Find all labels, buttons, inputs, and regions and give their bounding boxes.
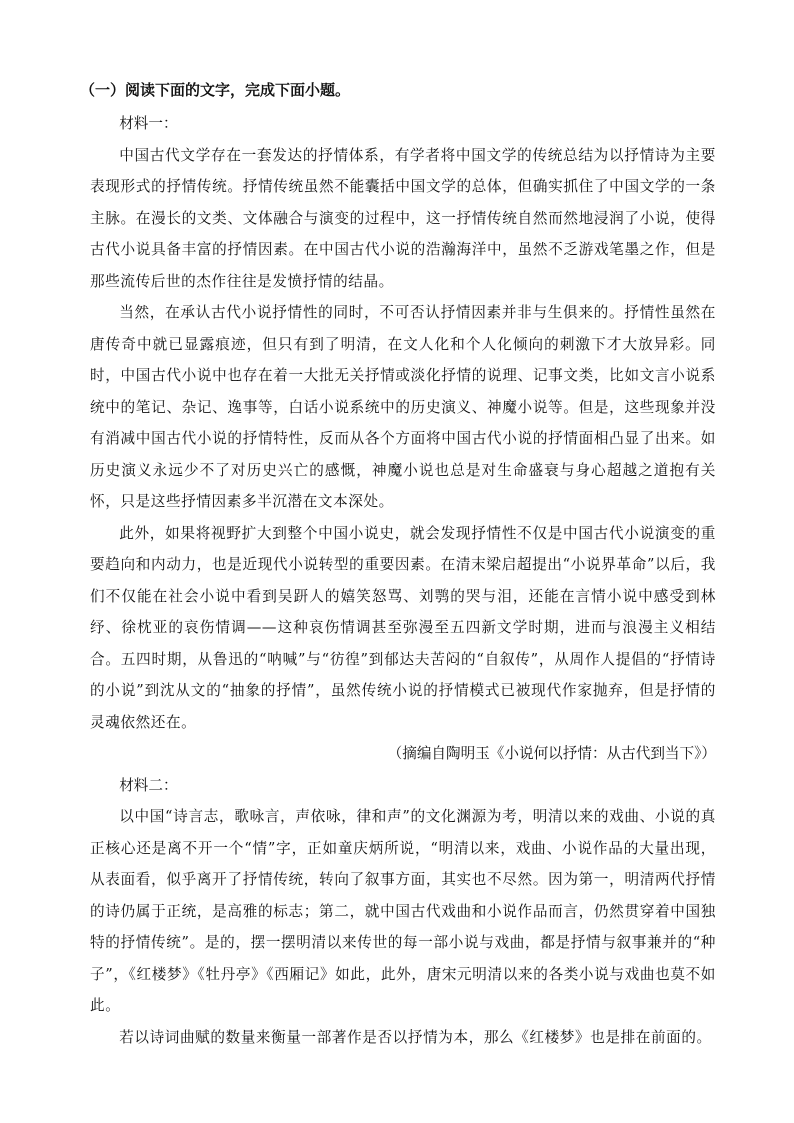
material-two-paragraph-2: 若以诗词曲赋的数量来衡量一部著作是否以抒情为本，那么《红楼梦》也是排在前面的。 xyxy=(119,1028,712,1046)
section-heading: （一）阅读下面的文字，完成下面小题。 xyxy=(80,81,351,99)
material-one-source: （摘编自陶明玉《小说何以抒情：从古代到当下》） xyxy=(387,745,716,762)
document-page xyxy=(80,76,716,1053)
material-one-paragraph-1: 中国古代文学存在一套发达的抒情体系，有学者将中国文学的传统总结为以抒情诗为主要表现形式的抒情传统。抒情传统虽然不能囊括中国文学的总体，但确实抓住了中国文学的一条主脉。在漫长的文类、文体融合与演变的过程中，这一抒情传统自然而然地浸润了小说，使得古代小说具备丰富的抒情因素。在中国古代小说的浩瀚海洋中，虽然不乏游戏笔墨之作，但是那些流传后世的杰作往往是发愤抒情的结晶。 xyxy=(90,146,716,290)
material-two-paragraph-1: 以中国“诗言志，歌咏言，声依咏，律和声”的文化渊源为考，明清以来的戏曲、小说的真正核心还是离不开一个“情”字，正如童庆炳所说，“明清以来，戏曲、小说作品的大量出现，从表面看，似乎离开了抒情传统，转向了叙事方面，其实也不尽然。因为第一，明清两代抒情的诗仍属于正统，是高雅的标志；第二，就中国古代戏曲和小说作品而言，仍然贯穿着中国独特的抒情传统”。是的，摆一摆明清以来传世的每一部小说与戏曲，都是抒情与叙事兼并的“种子”，《红楼梦》《牡丹亭》《西厢记》如此，此外，唐宋元明清以来的各类小说与戏曲也莫不如此。 xyxy=(90,808,716,1014)
material-one-label: 材料一： xyxy=(119,115,178,132)
material-two-label: 材料二： xyxy=(119,776,178,794)
material-one-paragraph-2: 当然，在承认古代小说抒情性的同时，不可否认抒情因素并非与生俱来的。抒情性虽然在唐传奇中就已显露痕迹，但只有到了明清，在文人化和个人化倾向的刺激下才大放异彩。同时，中国古代小说中也存在着一大批无关抒情或淡化抒情的说理、记事文类，比如文言小说系统中的笔记、杂记、逸事等，白话小说系统中的历史演义、神魔小说等。但是，这些现象并没有消减中国古代小说的抒情特性，反而从各个方面将中国古代小说的抒情面相凸显了出来。如历史演义永远少不了对历史兴亡的感慨，神魔小说也总是对生命盛衰与身心超越之道抱有关怀，只是这些抒情因素多半沉潜在文本深处。 xyxy=(90,304,716,510)
material-one-paragraph-3: 此外，如果将视野扩大到整个中国小说史，就会发现抒情性不仅是中国古代小说演变的重要趋向和内动力，也是近现代小说转型的重要因素。在清末梁启超提出“小说界革命”以后，我们不仅能在社会小说中看到吴趼人的嬉笑怒骂、刘鹗的哭与泪，还能在言情小说中感受到林纾、徐枕亚的哀伤情调——这种哀伤情调甚至弥漫至五四新文学时期，进而与浪漫主义相结合。五四时期，从鲁迅的“呐喊”与“彷徨”到郁达夫苦闷的“自叙传”，从周作人提倡的“抒情诗的小说”到沈从文的“抽象的抒情”，虽然传统小说的抒情模式已被现代作家抛弃，但是抒情的灵魂依然还在。 xyxy=(90,524,716,731)
